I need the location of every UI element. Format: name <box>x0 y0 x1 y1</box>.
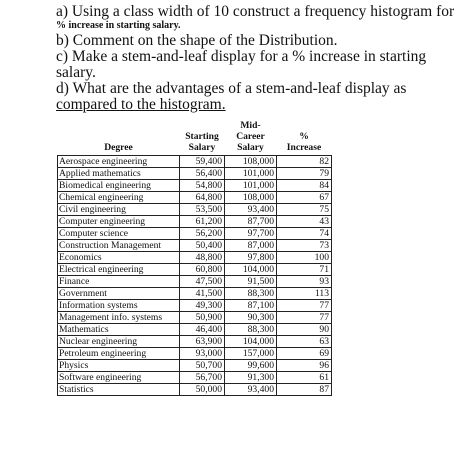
cell-mid-career-salary: 91,300 <box>225 372 277 384</box>
row-right-border <box>332 324 336 336</box>
cell-percent-increase: 71 <box>277 264 332 276</box>
cell-mid-career-salary: 97,800 <box>225 252 277 264</box>
table-row <box>58 360 336 372</box>
header-mid-line2: Career <box>236 131 265 142</box>
cell-degree: Chemical engineering <box>58 192 180 204</box>
cell-mid-career-salary: 101,000 <box>225 180 277 192</box>
header-percent-increase <box>277 117 332 156</box>
question-d-line1: d) What are the advantages of a stem-and-leaf display as <box>56 80 407 97</box>
row-right-border <box>332 360 336 372</box>
cell-percent-increase: 77 <box>277 300 332 312</box>
cell-degree: Mathematics <box>58 324 180 336</box>
cell-starting-salary: 50,000 <box>180 384 225 396</box>
table-row <box>58 192 336 204</box>
cell-degree: Computer science <box>58 228 180 240</box>
cell-degree: Nuclear engineering <box>58 336 180 348</box>
row-right-border <box>332 348 336 360</box>
cell-mid-career-salary: 101,000 <box>225 168 277 180</box>
header-increase-line2: Increase <box>286 142 322 153</box>
cell-degree: Biomedical engineering <box>58 180 180 192</box>
cell-percent-increase: 93 <box>277 276 332 288</box>
questions-block <box>56 4 466 113</box>
cell-mid-career-salary: 91,500 <box>225 276 277 288</box>
table-row <box>58 372 336 384</box>
table-row <box>58 204 336 216</box>
cell-percent-increase: 73 <box>277 240 332 252</box>
cell-mid-career-salary: 108,000 <box>225 156 277 168</box>
header-degree: Degree <box>104 142 133 153</box>
header-mid-line3: Salary <box>237 142 264 153</box>
cell-starting-salary: 41,500 <box>180 288 225 300</box>
cell-degree: Petroleum engineering <box>58 348 180 360</box>
cell-starting-salary: 53,500 <box>180 204 225 216</box>
cell-percent-increase: 79 <box>277 168 332 180</box>
cell-starting-salary: 50,900 <box>180 312 225 324</box>
cell-percent-increase: 100 <box>277 252 332 264</box>
cell-mid-career-salary: 88,300 <box>225 288 277 300</box>
table-header-row <box>58 117 336 156</box>
table-row <box>58 348 336 360</box>
table-row <box>58 300 336 312</box>
question-c-line1: c) Make a stem-and-leaf display for a % increase in starting <box>56 48 427 65</box>
row-right-border <box>332 216 336 228</box>
cell-percent-increase: 75 <box>277 204 332 216</box>
row-right-border <box>332 336 336 348</box>
cell-starting-salary: 61,200 <box>180 216 225 228</box>
cell-degree: Economics <box>58 252 180 264</box>
cell-degree: Finance <box>58 276 180 288</box>
cell-mid-career-salary: 108,000 <box>225 192 277 204</box>
cell-degree: Civil engineering <box>58 204 180 216</box>
cell-starting-salary: 50,400 <box>180 240 225 252</box>
question-d-line2: compared to the histogram. <box>56 96 226 113</box>
cell-mid-career-salary: 104,000 <box>225 264 277 276</box>
header-starting-line1: Starting <box>185 131 219 142</box>
row-right-border <box>332 168 336 180</box>
cell-degree: Electrical engineering <box>58 264 180 276</box>
cell-percent-increase: 82 <box>277 156 332 168</box>
header-mid-line1: Mid- <box>240 120 261 131</box>
cell-mid-career-salary: 93,400 <box>225 204 277 216</box>
cell-percent-increase: 67 <box>277 192 332 204</box>
cell-degree: Management info. systems <box>58 312 180 324</box>
cell-degree: Software engineering <box>58 372 180 384</box>
header-mid-career-salary <box>225 117 277 156</box>
table-row <box>58 264 336 276</box>
cell-starting-salary: 93,000 <box>180 348 225 360</box>
table-row <box>58 168 336 180</box>
row-right-border <box>332 252 336 264</box>
cell-percent-increase: 87 <box>277 384 332 396</box>
row-right-border <box>332 240 336 252</box>
cell-percent-increase: 69 <box>277 348 332 360</box>
cell-degree: Statistics <box>58 384 180 396</box>
cell-starting-salary: 46,400 <box>180 324 225 336</box>
cell-percent-increase: 63 <box>277 336 332 348</box>
cell-percent-increase: 74 <box>277 228 332 240</box>
table-row <box>58 288 336 300</box>
cell-starting-salary: 54,800 <box>180 180 225 192</box>
cell-starting-salary: 64,800 <box>180 192 225 204</box>
cell-starting-salary: 59,400 <box>180 156 225 168</box>
row-right-border <box>332 372 336 384</box>
cell-mid-career-salary: 97,700 <box>225 228 277 240</box>
cell-degree: Construction Management <box>58 240 180 252</box>
cell-starting-salary: 63,900 <box>180 336 225 348</box>
table-body <box>58 156 336 396</box>
cell-percent-increase: 61 <box>277 372 332 384</box>
row-right-border <box>332 384 336 396</box>
cell-starting-salary: 56,200 <box>180 228 225 240</box>
cell-degree: Aerospace engineering <box>58 156 180 168</box>
cell-starting-salary: 60,800 <box>180 264 225 276</box>
table-row <box>58 336 336 348</box>
row-right-border <box>332 204 336 216</box>
cell-percent-increase: 84 <box>277 180 332 192</box>
row-right-border <box>332 276 336 288</box>
header-starting-line2: Salary <box>188 142 216 153</box>
cell-starting-salary: 50,700 <box>180 360 225 372</box>
row-right-border <box>332 312 336 324</box>
cell-degree: Physics <box>58 360 180 372</box>
table-row <box>58 312 336 324</box>
question-a: a) Using a class width of 10 construct a frequency histogram for <box>56 3 455 20</box>
table-row <box>58 324 336 336</box>
cell-percent-increase: 113 <box>277 288 332 300</box>
row-right-border <box>332 228 336 240</box>
table-row <box>58 384 336 396</box>
table-row <box>58 156 336 168</box>
cell-degree: Applied mathematics <box>58 168 180 180</box>
row-right-border <box>332 300 336 312</box>
header-increase-line1: % <box>299 131 309 142</box>
cell-mid-career-salary: 157,000 <box>225 348 277 360</box>
cell-mid-career-salary: 104,000 <box>225 336 277 348</box>
cell-mid-career-salary: 87,100 <box>225 300 277 312</box>
cell-mid-career-salary: 88,300 <box>225 324 277 336</box>
salary-table <box>57 117 336 396</box>
table-row <box>58 276 336 288</box>
table-row <box>58 252 336 264</box>
question-b: b) Comment on the shape of the Distribution. <box>56 32 338 49</box>
cell-starting-salary: 48,800 <box>180 252 225 264</box>
row-right-border <box>332 288 336 300</box>
cell-degree: Information systems <box>58 300 180 312</box>
row-right-border <box>332 192 336 204</box>
table-row <box>58 180 336 192</box>
cell-mid-career-salary: 99,600 <box>225 360 277 372</box>
cell-percent-increase: 77 <box>277 312 332 324</box>
cell-starting-salary: 47,500 <box>180 276 225 288</box>
cell-percent-increase: 90 <box>277 324 332 336</box>
cell-percent-increase: 43 <box>277 216 332 228</box>
cell-mid-career-salary: 87,700 <box>225 216 277 228</box>
cell-degree: Computer engineering <box>58 216 180 228</box>
row-right-border <box>332 180 336 192</box>
question-a-subtitle: % increase in starting salary. <box>56 20 181 31</box>
table-row <box>58 240 336 252</box>
row-right-border <box>332 264 336 276</box>
cell-percent-increase: 96 <box>277 360 332 372</box>
header-starting-salary <box>180 117 225 156</box>
cell-starting-salary: 49,300 <box>180 300 225 312</box>
cell-starting-salary: 56,700 <box>180 372 225 384</box>
cell-starting-salary: 56,400 <box>180 168 225 180</box>
table-row <box>58 216 336 228</box>
table-row <box>58 228 336 240</box>
cell-mid-career-salary: 90,300 <box>225 312 277 324</box>
cell-mid-career-salary: 93,400 <box>225 384 277 396</box>
question-c-line2: salary. <box>56 64 96 81</box>
row-right-border <box>332 156 336 168</box>
cell-degree: Government <box>58 288 180 300</box>
cell-mid-career-salary: 87,000 <box>225 240 277 252</box>
